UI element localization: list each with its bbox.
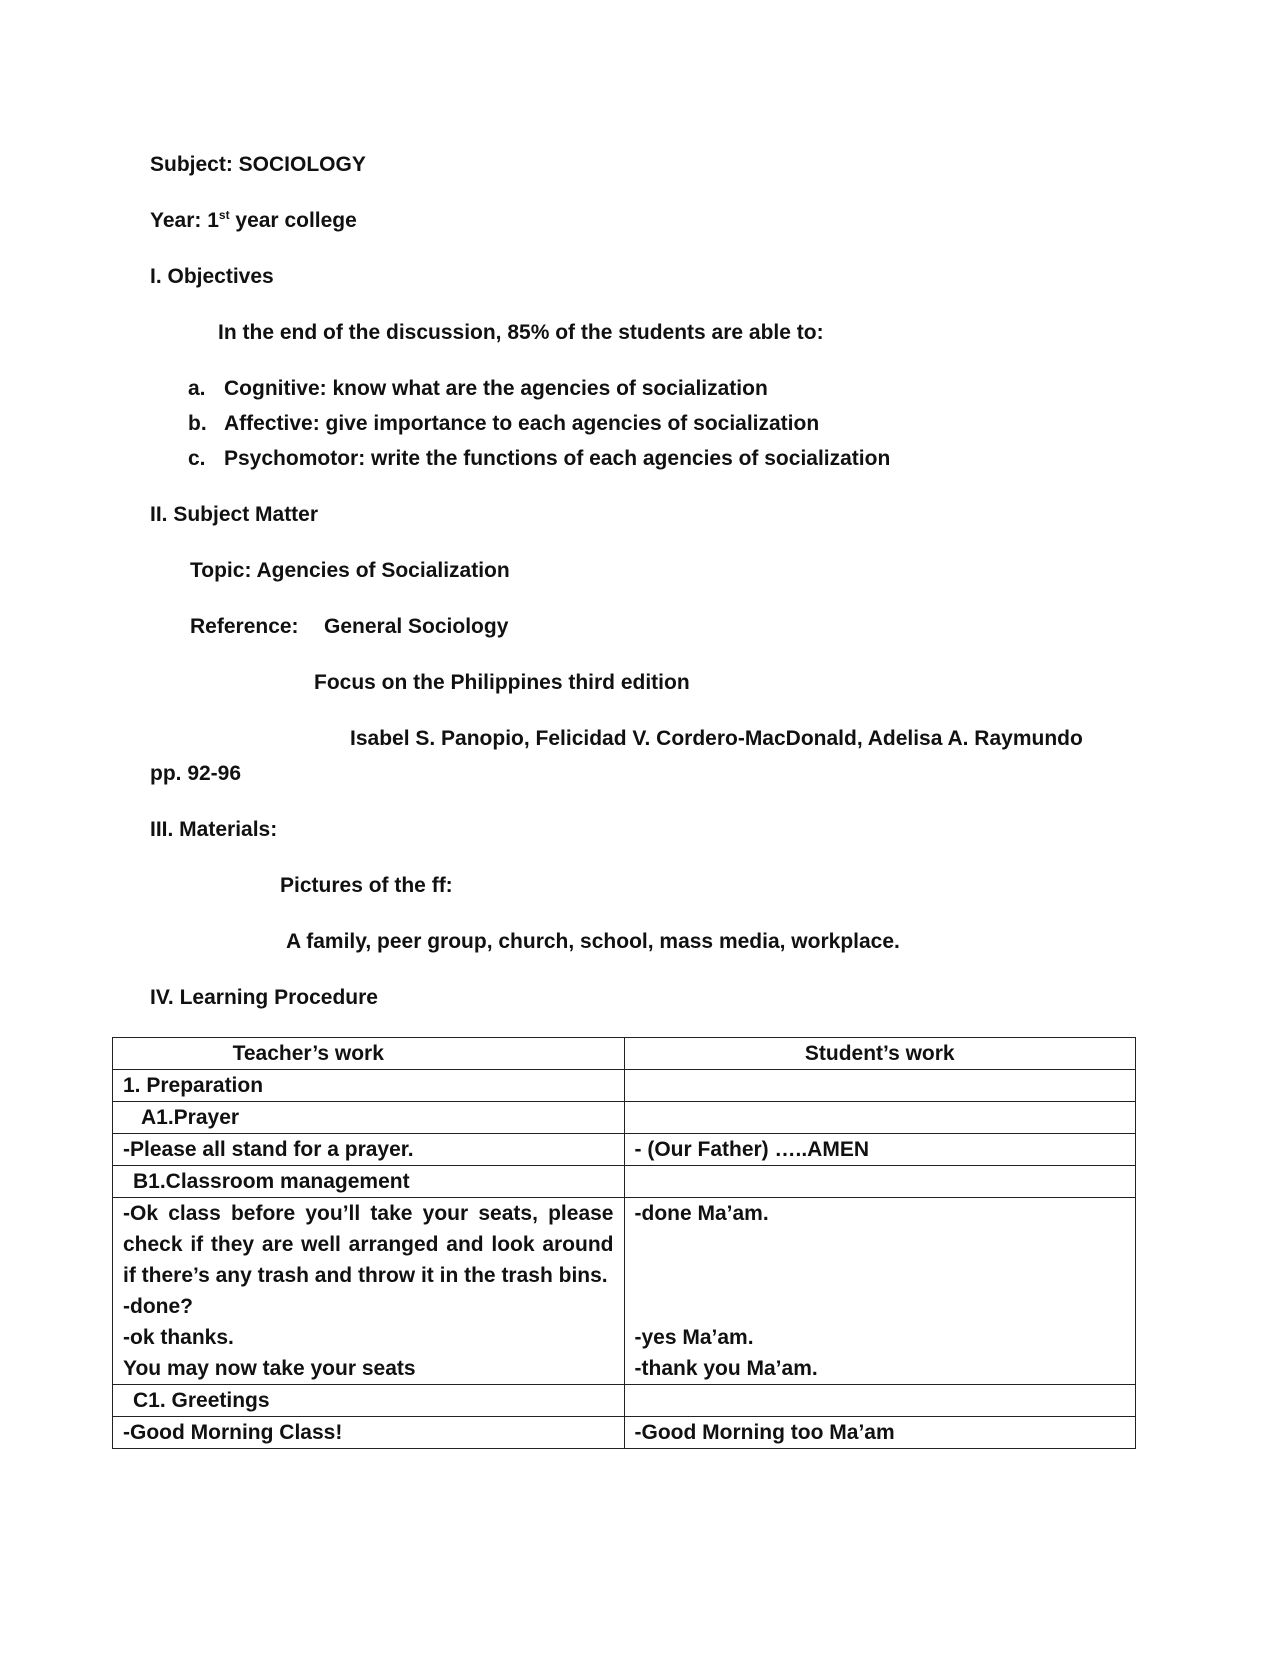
teacher-line: -done? [123,1295,193,1318]
objective-item-c [188,446,890,472]
topic-line: Topic: Agencies of Socialization [190,559,510,582]
subject-matter-heading: II. Subject Matter [150,503,319,526]
reference-authors: Isabel S. Panopio, Felicidad V. Cordero-MacDonald, Adelisa A. Raymundo [350,727,1083,750]
teacher-line: You may now take your seats [123,1357,416,1380]
preparation-cell: 1. Preparation [113,1070,625,1102]
student-column-header: Student’s work [624,1038,1136,1070]
teacher-column-header: Teacher’s work [113,1038,625,1070]
table-row [113,1134,1136,1166]
table-row [113,1198,1136,1385]
student-line: -yes Ma’am. [634,1326,754,1349]
table-header-row [113,1038,1136,1070]
management-heading-cell: B1.Classroom management [113,1166,625,1198]
materials-list: A family, peer group, church, school, mass media, workplace. [286,930,900,953]
prayer-heading-cell: A1.Prayer [113,1102,625,1134]
teacher-line: -ok thanks. [123,1326,234,1349]
reference-pages: pp. 92-96 [150,762,242,785]
table-row [113,1166,1136,1198]
reference-title: General Sociology [324,615,509,638]
reference-subtitle: Focus on the Philippines third edition [314,671,690,694]
subject-line: Subject: SOCIOLOGY [150,153,366,176]
materials-intro: Pictures of the ff: [280,874,453,897]
objective-text: Psychomotor: write the functions of each agencies of socialization [224,447,891,470]
spacer [635,1291,1126,1322]
student-cell: - (Our Father) …..AMEN [624,1134,1136,1166]
year-prefix: Year: 1 [150,209,219,232]
teacher-cell: -Good Morning Class! [113,1417,625,1449]
year-superscript: st [218,208,230,222]
objective-item-a [188,376,768,402]
table-row [113,1102,1136,1134]
year-line [150,208,357,234]
empty-cell [624,1070,1136,1102]
table-row [113,1070,1136,1102]
objective-item-b [188,411,819,437]
spacer [635,1229,1126,1260]
objective-marker: a. [188,377,206,400]
objective-marker: b. [188,412,207,435]
objectives-intro: In the end of the discussion, 85% of the students are able to: [218,321,824,344]
procedure-heading: IV. Learning Procedure [150,986,378,1009]
reference-label: Reference: [190,615,299,638]
student-cell: -Good Morning too Ma’am [624,1417,1136,1449]
year-suffix: year college [229,209,357,232]
table-row [113,1385,1136,1417]
student-line: -thank you Ma’am. [634,1357,818,1380]
student-line: -done Ma’am. [634,1202,769,1225]
objectives-heading: I. Objectives [150,265,274,288]
teacher-cell [113,1198,625,1385]
empty-cell [624,1102,1136,1134]
spacer [635,1260,1126,1291]
table-row [113,1417,1136,1449]
empty-cell [624,1385,1136,1417]
teacher-cell: -Please all stand for a prayer. [113,1134,625,1166]
learning-procedure-table [112,1037,1136,1449]
objective-text: Cognitive: know what are the agencies of socialization [224,377,768,400]
objective-text: Affective: give importance to each agencies of socialization [224,412,820,435]
empty-cell [624,1166,1136,1198]
objective-marker: c. [188,447,206,470]
greetings-heading-cell: C1. Greetings [113,1385,625,1417]
materials-heading: III. Materials: [150,818,278,841]
teacher-instruction: -Ok class before you’ll take your seats, please check if they are well arranged and look around if there’s any trash and throw it in the trash bins. [123,1202,614,1287]
student-cell [624,1198,1136,1385]
